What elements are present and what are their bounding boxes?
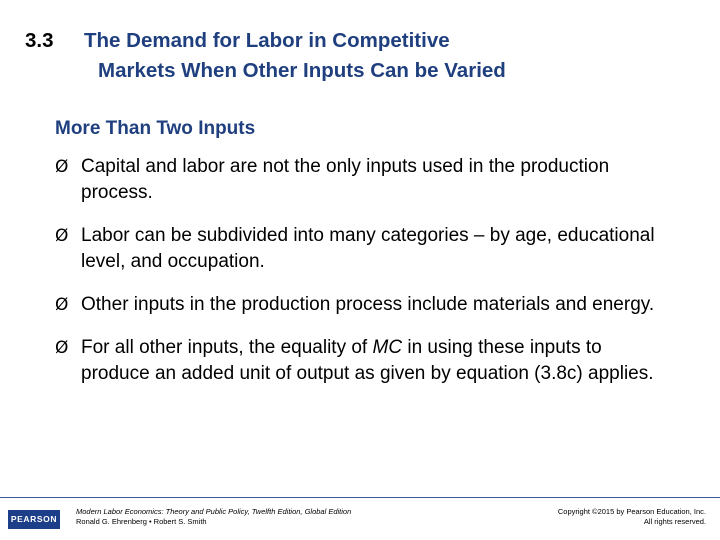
bullet-item (55, 223, 675, 275)
footer-divider (0, 497, 720, 498)
bullet-text-part: For all other inputs, the equality of (81, 337, 373, 358)
bullet-text: Other inputs in the production process include materials and energy. (81, 294, 655, 315)
book-title: Modern Labor Economics: Theory and Public Policy, Twelfth Edition, Global Edition (76, 507, 352, 516)
bullet-arrow-icon: Ø (55, 338, 69, 358)
slide-title (25, 26, 705, 86)
section-subtitle: More Than Two Inputs (55, 118, 256, 139)
bullet-arrow-icon: Ø (55, 157, 69, 177)
book-authors: Ronald G. Ehrenberg • Robert S. Smith (76, 517, 207, 526)
mc-term: MC (372, 337, 403, 358)
footer-copyright (446, 507, 706, 527)
bullet-item (55, 154, 675, 206)
section-number: 3.3 (25, 29, 54, 52)
bullet-arrow-icon: Ø (55, 295, 69, 315)
title-line-1: The Demand for Labor in Competitive (84, 29, 450, 52)
bullet-text: Capital and labor are not the only inputs used in the production process. (81, 156, 610, 203)
bullet-text (81, 337, 654, 384)
title-line-2: Markets When Other Inputs Can be Varied (98, 59, 506, 82)
footer-book-info (76, 507, 436, 527)
bullet-item (55, 335, 675, 387)
copyright-text: Copyright ©2015 by Pearson Education, Inc. (557, 507, 706, 516)
pearson-logo: PEARSON (8, 510, 60, 529)
slide-footer (0, 497, 720, 540)
rights-text: All rights reserved. (643, 517, 706, 526)
bullet-text: Labor can be subdivided into many categories – by age, educational level, and occupation. (81, 225, 655, 272)
bullet-item (55, 292, 675, 318)
bullet-list (55, 154, 675, 404)
bullet-arrow-icon: Ø (55, 226, 69, 246)
bullet-text-part: in using these inputs to produce an added unit of output as given by equation (3.8c) applies. (81, 337, 654, 384)
